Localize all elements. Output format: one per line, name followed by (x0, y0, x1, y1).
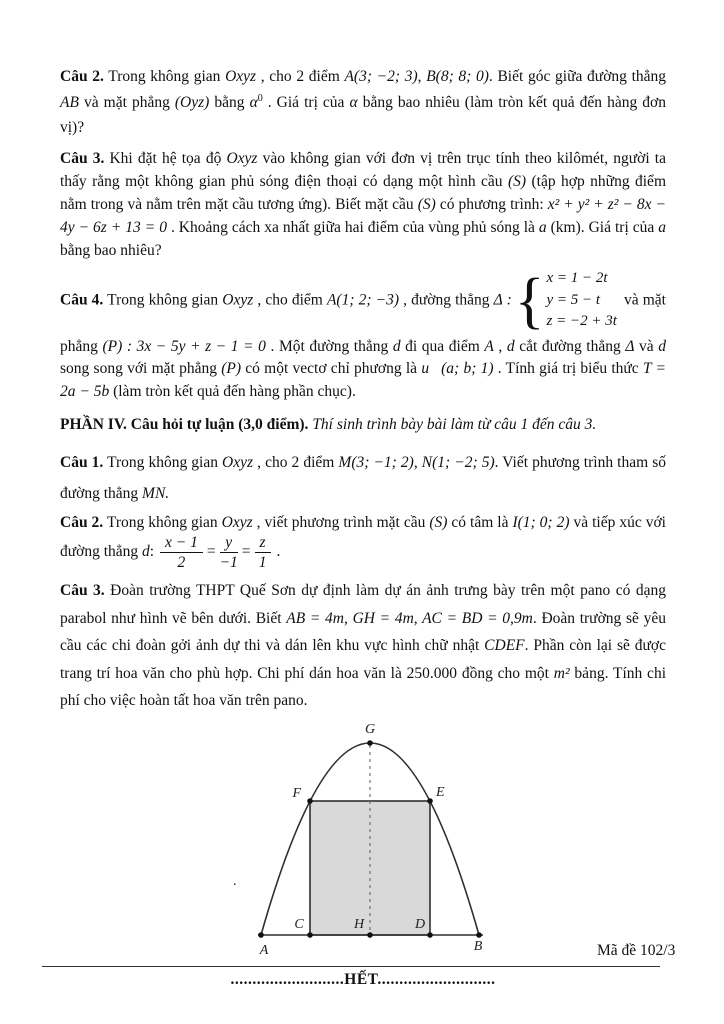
expression-T: T = 2a − 5b (60, 360, 666, 400)
label-H: H (353, 916, 365, 932)
point-A: A(1; 2; −3) (326, 291, 400, 309)
question-label: Câu 3. (60, 149, 105, 167)
question-label: Câu 2. (60, 514, 104, 531)
label-C: C (294, 916, 304, 932)
system-of-equations (515, 266, 617, 336)
label-B: B (473, 938, 483, 954)
point-N: N(1; −2; 5) (421, 454, 495, 471)
point-dot-D (427, 932, 433, 938)
question-3: Câu 3. Khi đặt hệ tọa độ Oxyz vào không gian với đơn vị trên trục tính theo kilômét, người ta thấy rằng một không gian phủ sóng điện thoại có dạng một hình cầu (S) (tập hợp những điểm nằm trong và nằm trên mặt cầu tương ứng). Biết mặt cầu (S) có phương trình: x² + y² + z² − 8x − 4y − 6z + 13 = 0 . Khoảng cách xa nhất giữa hai điểm của vùng phủ sóng là a (km). Giá trị của a bằng bao nhiêu? (60, 149, 667, 259)
direction-vector: u⃗(a; b; 1) (421, 360, 494, 377)
point-A: A(3; −2; 3) (344, 68, 418, 85)
section-instruction: Thí sinh trình bày bài làm từ câu 1 đến câu 3. (308, 416, 597, 433)
point-M: M(3; −1; 2) (338, 454, 414, 471)
point-B: B(8; 8; 0) (426, 68, 489, 85)
question-label: Câu 3. (60, 582, 105, 599)
point-dot-H (367, 932, 373, 938)
footer-rule (42, 966, 660, 967)
left-brace: { (514, 266, 545, 335)
question-label: Câu 1. (60, 454, 104, 471)
question-label: Câu 4. (60, 291, 104, 309)
label-D: D (414, 916, 426, 932)
question-4: Câu 4. Trong không gian Oxyz , cho điểm A(1; 2; −3) , đường thẳng Δ : { x = 1 − 2t y = 5 − t z = −2 + 3t và mặt phẳng (P) : 3x − 5y + z − 1 = 0 . Một đường thẳng d đi qua điểm A , d cắt đường thẳng Δ và d song song với mặt phẳng (P) có một vectơ chỉ phương là u⃗(a; b; 1) . Tính giá trị biểu thức T = 2a − 5b (làm tròn kết quả đến hàng phần chục). (60, 266, 666, 400)
exam-code: Mã đề 102/3 (597, 942, 676, 959)
fraction-2: $\frac{y}{-1}$ (219, 534, 238, 571)
page-content (60, 64, 666, 989)
equation-y: y = 5 − t (546, 291, 601, 308)
label-A: A (259, 942, 269, 958)
equation-z: z = −2 + 3t (546, 313, 617, 330)
center-I: I(1; 0; 2) (512, 514, 570, 531)
superscript: 0 (257, 92, 263, 104)
label-F: F (292, 785, 301, 801)
section-4-heading (60, 413, 666, 436)
point-dot-E (427, 798, 433, 804)
stray-dot: . (233, 874, 237, 889)
essay-question-2: Câu 2. Trong không gian Oxyz , viết phương trình mặt cầu (S) có tâm là I(1; 0; 2) và tiếp xúc với đường thẳng d: $\frac{x - 1}{2}$ = $\frac{y}{-1}$ = $\frac{z}{1}$ . (60, 514, 666, 571)
essay-question-1: Câu 1. Trong không gian Oxyz , cho 2 điểm M(3; −1; 2), N(1; −2; 5). Viết phương trình tham số đường thẳng MN. (60, 454, 666, 502)
point-dot-G (367, 740, 373, 746)
point-dot-A (258, 932, 264, 938)
plane-equation: (P) : 3x − 5y + z − 1 = 0 (102, 337, 266, 355)
label-E: E (436, 784, 445, 800)
sphere-equation: x² + y² + z² − 8x − 4y − 6z + 13 = 0 (60, 195, 667, 236)
parabola-diagram (243, 717, 503, 969)
fraction-1: $\frac{x - 1}{2}$ (160, 534, 203, 571)
parabola-figure (243, 717, 503, 969)
end-marker: ..........................HẾT........................... (230, 970, 496, 988)
question-2: Câu 2. Trong không gian Oxyz , cho 2 điểm A(3; −2; 3), B(8; 8; 0). Biết góc giữa đường thẳng AB và mặt phẳng (Oyz) bằng $\alpha^0$ . Giá trị của α bằng bao nhiêu (làm tròn kết quả đến hàng đơn vị)? (60, 68, 667, 136)
given-measurements: AB = 4m, GH = 4m, AC = BD = 0,9m (286, 609, 533, 627)
question-label: Câu 2. (60, 68, 104, 85)
point-dot-F (307, 798, 313, 804)
equation-x: x = 1 − 2t (546, 270, 608, 287)
point-dot-B (476, 932, 482, 938)
point-dot-C (307, 932, 313, 938)
fraction-3: $\frac{z}{1}$ (255, 534, 271, 571)
section-title: PHẦN IV. Câu hỏi tự luận (3,0 điểm). (60, 416, 309, 433)
label-G: G (364, 721, 376, 737)
essay-question-3: Câu 3. Đoàn trường THPT Quế Sơn dự định làm dự án ảnh trưng bày trên một pano có dạng parabol như hình vẽ bên dưới. Biết AB = 4m, GH = 4m, AC = BD = 0,9m. Đoàn trường sẽ yêu cầu các chi đoàn gởi ảnh dự thi và dán lên khu vực hình chữ nhật CDEF. Phần còn lại sẽ được trang trí hoa văn cho phù hợp. Chi phí dán hoa văn là 250.000 đồng cho một m² bảng. Tính chi phí cho việc hoàn tất hoa văn trên pano. (60, 582, 666, 709)
